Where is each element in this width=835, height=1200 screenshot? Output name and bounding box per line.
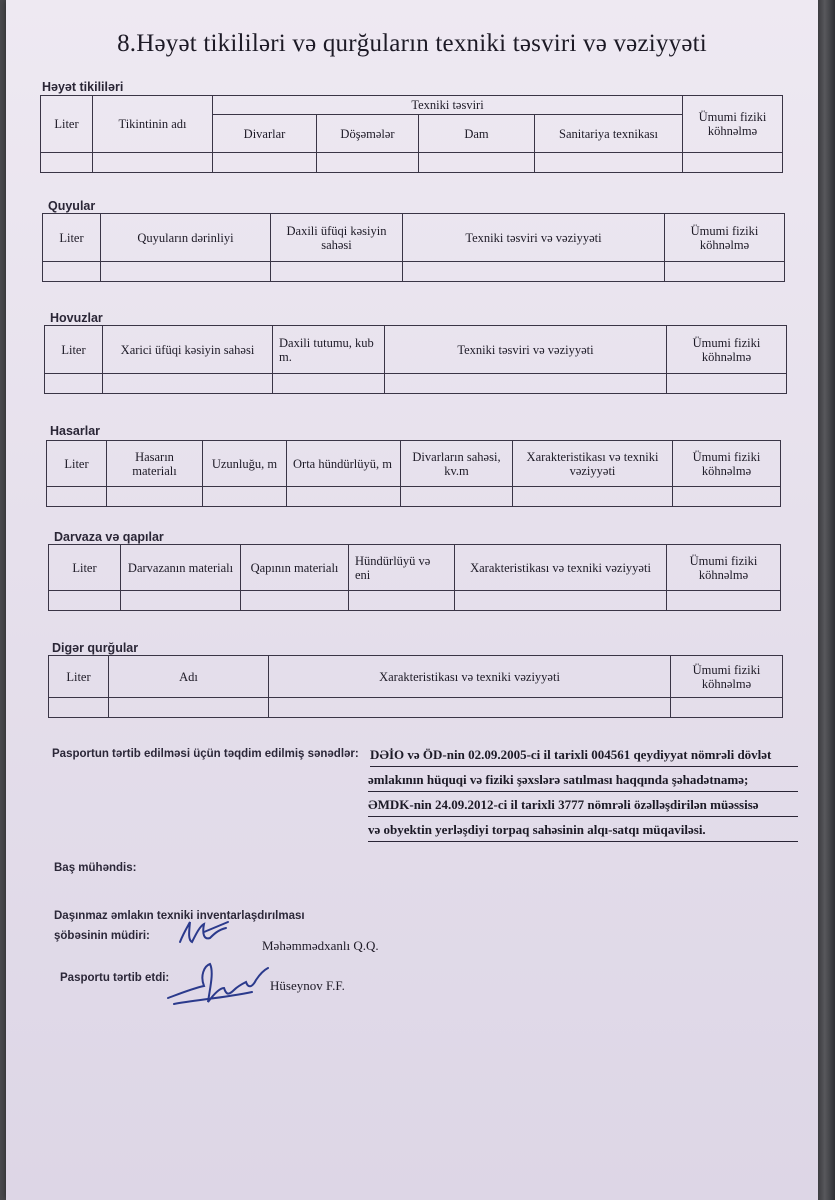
header-divarlarin-sahesi: Divarların sahəsi, kv.m bbox=[401, 441, 513, 487]
section-label-diger: Digər qurğular bbox=[52, 641, 139, 655]
signature-head bbox=[174, 912, 234, 952]
compiled-label: Pasportu tərtib etdi: bbox=[60, 972, 170, 984]
table-darvaza-qapilar bbox=[48, 544, 781, 611]
head-label-line2: şöbəsinin müdiri: bbox=[54, 930, 150, 942]
header-liter: Liter bbox=[49, 656, 109, 698]
chief-engineer-label: Baş mühəndis: bbox=[54, 862, 137, 874]
header-xarakteristikasi: Xarakteristikası və texniki vəziyyəti bbox=[513, 441, 673, 487]
table-row-empty bbox=[49, 698, 783, 718]
header-tikintinin-adi: Tikintinin adı bbox=[93, 96, 213, 153]
photo-background-edge bbox=[818, 0, 835, 1200]
documents-list bbox=[368, 744, 798, 844]
header-umumi-kohnelme: Ümumi fiziki köhnəlmə bbox=[665, 214, 785, 262]
header-dosemeler: Döşəmələr bbox=[317, 115, 419, 153]
header-umumi-kohnelme: Ümumi fiziki köhnəlmə bbox=[683, 96, 783, 153]
header-texniki-tesviri-veziyyeti: Texniki təsviri və vəziyyəti bbox=[403, 214, 665, 262]
section-label-hovuzlar: Hovuzlar bbox=[50, 311, 103, 325]
header-liter: Liter bbox=[45, 326, 103, 374]
table-row-empty bbox=[41, 153, 783, 173]
header-dam: Dam bbox=[419, 115, 535, 153]
header-uzunlugu: Uzunluğu, m bbox=[203, 441, 287, 487]
header-liter: Liter bbox=[47, 441, 107, 487]
header-daxili-kesiyin-sahesi: Daxili üfüqi kəsiyin sahəsi bbox=[271, 214, 403, 262]
header-xarici-kesiyin-sahesi: Xarici üfüqi kəsiyin sahəsi bbox=[103, 326, 273, 374]
signature-compiled bbox=[164, 958, 274, 1014]
header-umumi-kohnelme: Ümumi fiziki köhnəlmə bbox=[673, 441, 781, 487]
header-qapinin-materiali: Qapının materialı bbox=[241, 545, 349, 591]
header-hasarin-materiali: Hasarın materialı bbox=[107, 441, 203, 487]
header-quyularin-derinliyi: Quyuların dərinliyi bbox=[101, 214, 271, 262]
table-hasarlar bbox=[46, 440, 781, 507]
table-hovuzlar bbox=[44, 325, 787, 394]
document-line: əmlakının hüquqi və fiziki şəxslərə satılması haqqında şəhadətnamə; bbox=[368, 769, 798, 792]
header-xarakteristikasi: Xarakteristikası və texniki vəziyyəti bbox=[455, 545, 667, 591]
section-label-hasarlar: Hasarlar bbox=[50, 424, 101, 438]
header-texniki-tesviri-veziyyeti: Texniki təsviri və vəziyyəti bbox=[385, 326, 667, 374]
header-sanitariya: Sanitariya texnikası bbox=[535, 115, 683, 153]
header-liter: Liter bbox=[41, 96, 93, 153]
table-row-empty bbox=[49, 591, 781, 611]
document-line: ƏMDK-nin 24.09.2012-ci il tarixli 3777 nömrəli özəlləşdirilən müəssisə bbox=[368, 794, 798, 817]
table-row-empty bbox=[43, 262, 785, 282]
header-darvazanin-materiali: Darvazanın materialı bbox=[121, 545, 241, 591]
header-adi: Adı bbox=[109, 656, 269, 698]
header-divarlar: Divarlar bbox=[213, 115, 317, 153]
documents-label: Pasportun tərtib edilməsi üçün təqdim edilmiş sənədlər: bbox=[52, 748, 359, 760]
document-line: DƏİO və ÖD-nin 02.09.2005-ci il tarixli 004561 qeydiyyat nömrəli dövlət bbox=[370, 744, 798, 767]
header-hundurluyu-eni: Hündürlüyü və eni bbox=[349, 545, 455, 591]
header-daxili-tutumu: Daxili tutumu, kub m. bbox=[273, 326, 385, 374]
document-page bbox=[6, 0, 818, 1200]
section-label-quyular: Quyular bbox=[48, 199, 96, 213]
header-liter: Liter bbox=[49, 545, 121, 591]
header-orta-hundurluyu: Orta hündürlüyü, m bbox=[287, 441, 401, 487]
table-heyet-tikilileri bbox=[40, 95, 783, 173]
table-diger-qurgular bbox=[48, 655, 783, 718]
header-liter: Liter bbox=[43, 214, 101, 262]
compiled-name: Hüseynov F.F. bbox=[270, 978, 345, 993]
head-label-line1: Daşınmaz əmlakın texniki inventarlaşdırılması bbox=[54, 910, 305, 922]
header-umumi-kohnelme: Ümumi fiziki köhnəlmə bbox=[667, 545, 781, 591]
page-title: 8.Həyət tikililəri və qurğuların texniki təsviri və vəziyyəti bbox=[117, 30, 707, 57]
header-umumi-kohnelme: Ümumi fiziki köhnəlmə bbox=[667, 326, 787, 374]
header-umumi-kohnelme: Ümumi fiziki köhnəlmə bbox=[671, 656, 783, 698]
document-line: və obyektin yerləşdiyi torpaq sahəsinin alqı-satqı müqaviləsi. bbox=[368, 819, 798, 842]
section-label-darvaza: Darvaza və qapılar bbox=[54, 530, 164, 544]
table-row-empty bbox=[47, 487, 781, 507]
header-texniki-tesviri: Texniki təsviri bbox=[213, 96, 683, 115]
header-xarakteristikasi: Xarakteristikası və texniki vəziyyəti bbox=[269, 656, 671, 698]
section-label-heyet: Həyət tikililəri bbox=[42, 80, 124, 94]
table-quyular bbox=[42, 213, 785, 282]
table-row-empty bbox=[45, 374, 787, 394]
head-name: Məhəmmədxanlı Q.Q. bbox=[262, 938, 379, 953]
